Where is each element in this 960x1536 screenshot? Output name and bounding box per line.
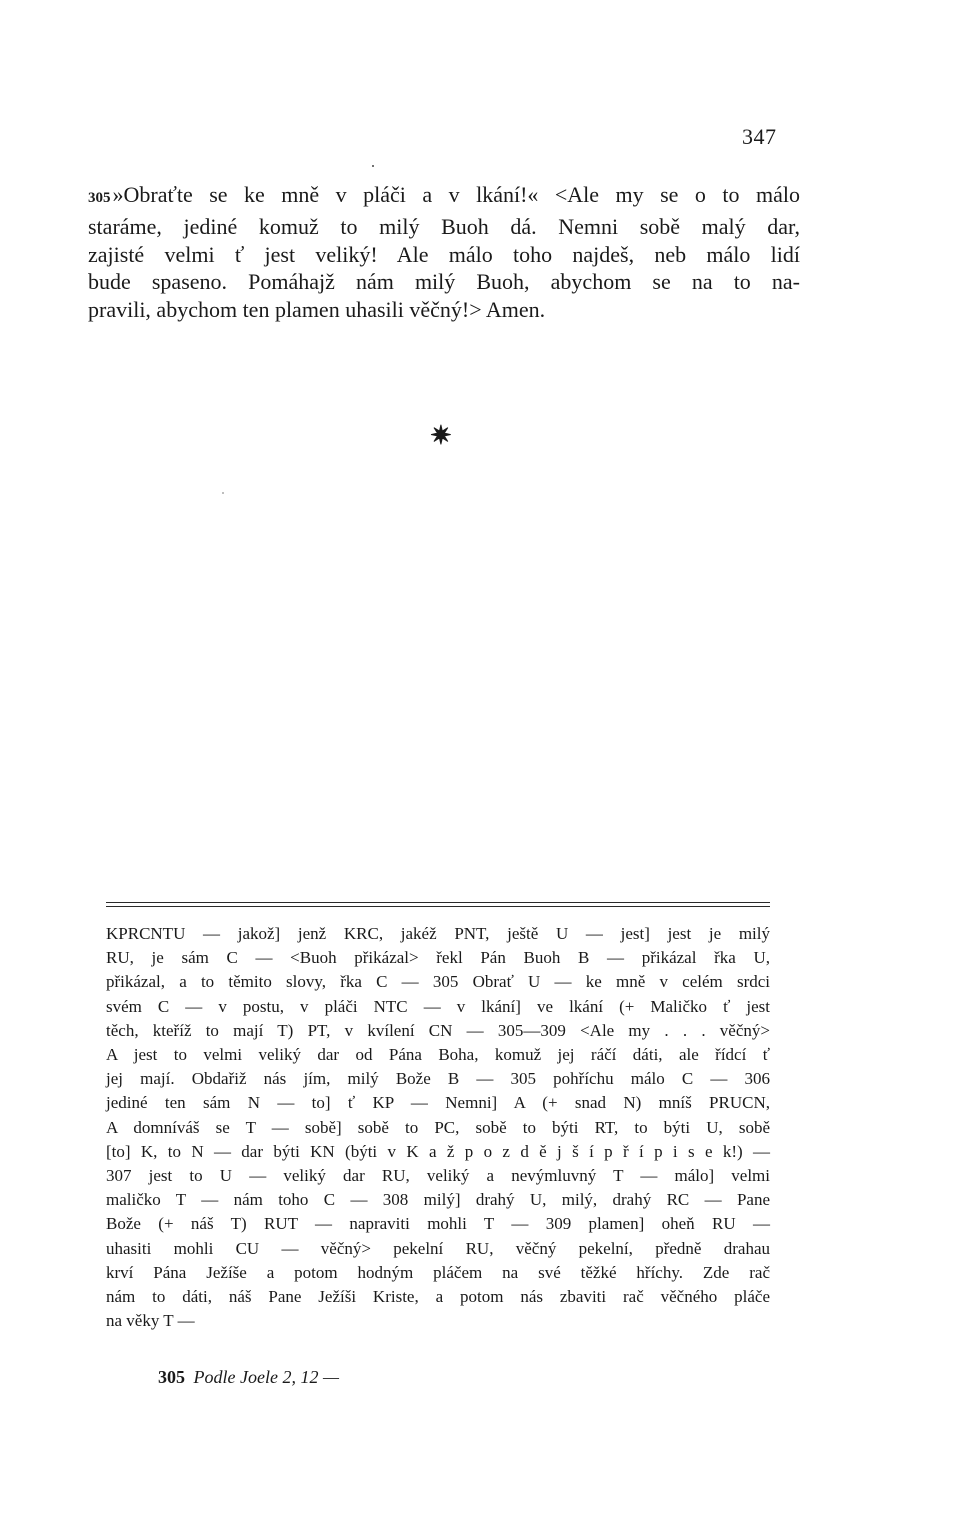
main-text-line: bude spaseno. Pomáhajž nám milý Buoh, abychom se na to na-: [88, 269, 800, 295]
main-text-line: pravili, abychom ten plamen uhasili věčný!> Amen.: [88, 297, 546, 323]
apparatus-line: přikázal, a to těmito slovy, řka C — 305 Obrať U — ke mně v celém srdci: [106, 972, 770, 992]
verse-number: 305: [88, 190, 111, 206]
footnote-text: Podle Joele 2, 12 —: [193, 1367, 339, 1387]
apparatus-line: RU, je sám C — <Buoh přikázal> řekl Pán Buoh B — přikázal řka U,: [106, 948, 770, 968]
apparatus-line: těch, kteříž to mají T) PT, v kvílení CN — 305—309 <Ale my . . . věčný>: [106, 1020, 770, 1040]
footnote-number: 305: [158, 1367, 185, 1387]
apparatus-bottom-rule: [106, 906, 770, 907]
scan-speck: [222, 492, 224, 494]
apparatus-line: uhasiti mohli CU — věčný> pekelní RU, věčný pekelní, předně drahau: [106, 1238, 770, 1258]
apparatus-line: nám to dáti, náš Pane Ježíši Kriste, a potom nás zbaviti rač věčného pláče: [106, 1287, 770, 1307]
apparatus-line: KPRCNTU — jakož] jenž KRC, jakéž PNT, ještě U — jest] jest je milý: [106, 924, 770, 943]
apparatus-line: A jest to velmi veliký dar od Pána Boha, komuž jej ráčí dáti, ale řídcí ť: [106, 1045, 770, 1065]
apparatus-line: na věky T —: [106, 1311, 195, 1331]
apparatus-top-rule: [106, 902, 770, 903]
main-text-line-content: »Obraťte se ke mně v pláči a v lkání!« <Ale my se o to málo: [112, 182, 800, 207]
apparatus-line: jej mají. Obdařiž nás jím, milý Bože B — 305 pohříchu málo C — 306: [106, 1069, 770, 1089]
main-text-line: staráme, jediné komuž to milý Buoh dá. Nemni sobě malý dar,: [88, 213, 800, 239]
footnote: [158, 1367, 339, 1388]
main-text-line: [88, 181, 800, 213]
apparatus-line: maličko T — nám toho C — 308 milý] drahý U, milý, drahý RC — Pane: [106, 1190, 770, 1210]
apparatus-line: jediné ten sám N — to] ť KP — Nemni] A (+ snad N) mníš PRUCN,: [106, 1093, 770, 1113]
page-number: 347: [742, 124, 777, 149]
separator-star-icon: ✷: [430, 421, 452, 450]
main-text-line: zajisté velmi ť jest veliký! Ale málo toho najdeš, neb málo lidí: [88, 241, 800, 267]
apparatus-line: 307 jest to U — veliký dar RU, veliký a nevýmluvný T — málo] velmi: [106, 1166, 770, 1186]
scan-speck: [372, 165, 374, 167]
apparatus-line: Bože (+ náš T) RUT — napraviti mohli T — 309 plamen] oheň RU —: [106, 1214, 770, 1234]
main-text: [88, 181, 800, 324]
apparatus-line: krví Pána Ježíše a potom hodným pláčem na své těžké hříchy. Zde rač: [106, 1262, 770, 1282]
apparatus-line: [to] K, to N — dar býti KN (býti v K a ž p o z d ě j š í p ř í p i s e k!) —: [106, 1141, 770, 1161]
apparatus-line: A domníváš se T — sobě] sobě to PC, sobě to býti RT, to býti U, sobě: [106, 1117, 770, 1137]
apparatus-line: svém C — v postu, v pláči NTC — v lkání] ve lkání (+ Maličko ť jest: [106, 996, 770, 1016]
critical-apparatus: [106, 922, 770, 1333]
